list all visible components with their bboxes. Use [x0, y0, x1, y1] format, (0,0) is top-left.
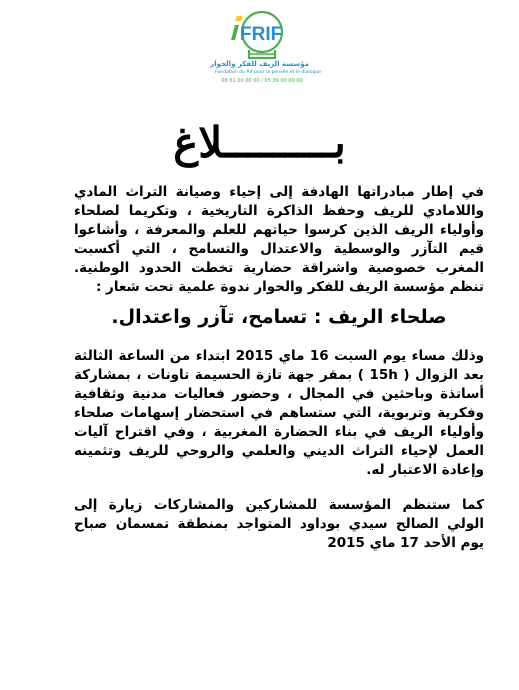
- notice-title: بـــــــــلاغ: [173, 118, 346, 167]
- logo-phone: 06 61 00 00 00 / 05 39 00 00 00: [221, 78, 303, 84]
- notice-paragraph-visit: كما ستنظم المؤسسة للمشاركين والمشاركات زيارة إلى الولي الصالح سيدي بوداود المتواجد بمنطقة تمسمان صباح يوم الأحد 17 ماي 2015: [74, 497, 484, 551]
- notice-paragraph-details: وذلك مساء يوم السبت 16 ماي 2015 ابتداء من الساعة الثالثة بعد الزوال ( 15h ) بمقر جهة تازة الحسيمة تاونات ، بمشاركة أساتذة وباحثين في المجال ، وحضور فعاليات مدنية وثقافية وفكرية وتربوية، التي ستساهم في استحضار إسهامات صلحاء وأولياء الريف في بناء الحضارة المغربية ، وفي اقتراح آليات العمل لإحياء التراث الديني والعلمي والروحي للريف وتثمينه وإعادة الاعتبار له.: [74, 348, 485, 478]
- notice-paragraph-intro: في إطار مبادراتها الهادفة إلى إحياء وصيانة التراث المادي واللامادي للريف وحفظ الذاكرة التاريخية ، وتكريما لصلحاء وأولياء الريف الذين كرسوا حياتهم للعلم والمعرفة ، وأشاعوا قيم التآزر والوسطية والاعتدال والتسامح ، التي أكسبت المغرب خصوصية واشراقة حضارية تخطت الحدود الوطنية. تنظم مؤسسة الريف للفكر والحوار ندوة علمية تحت شعار :: [74, 184, 484, 295]
- foundation-logo: [209, 8, 322, 98]
- notice-body: [74, 183, 484, 553]
- logo-arabic-name: مؤسسة الريف للفكر والحوار: [210, 60, 309, 68]
- logo-french-name: Fondation du Rif pour la pensée et le dialogue: [215, 70, 322, 75]
- logo-letters: FRIF: [240, 24, 283, 45]
- notice-headline: صلحاء الريف : تسامح، تآزر واعتدال.: [111, 306, 447, 328]
- lightbulb-icon: [209, 8, 309, 63]
